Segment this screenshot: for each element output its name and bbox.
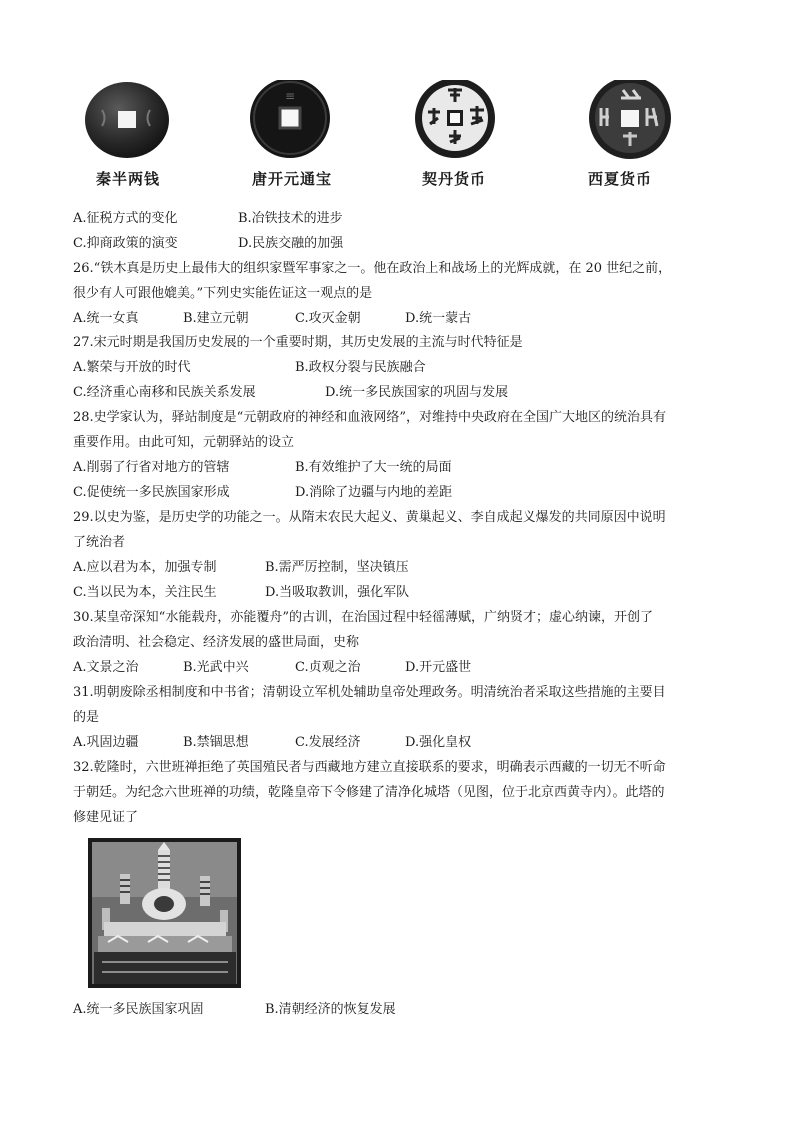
coin-caption-khitan: 契丹货币 — [421, 170, 486, 188]
pagoda-photo — [88, 838, 241, 988]
q29-option-d[interactable]: D.当吸取教训，强化军队 — [265, 585, 410, 600]
q30-option-b[interactable]: B.光武中兴 — [183, 660, 249, 675]
q28-option-d[interactable]: D.消除了边疆与内地的差距 — [295, 485, 453, 500]
q31-option-c[interactable]: C.发展经济 — [295, 735, 361, 750]
q27-option-b[interactable]: B.政权分裂与民族融合 — [295, 360, 426, 375]
q30-stem-line2: 政治清明、社会稳定、经济发展的盛世局面，史称 — [73, 635, 360, 650]
q26-option-a[interactable]: A.统一女真 — [73, 311, 139, 326]
q27-stem-line1: 27.宋元时期是我国历史发展的一个重要时期，其历史发展的主流与时代特征是 — [73, 335, 523, 350]
q28-option-a[interactable]: A.削弱了行省对地方的管辖 — [73, 460, 230, 475]
q29-option-c[interactable]: C.当以民为本，关注民生 — [73, 585, 217, 600]
q31-stem-line2: 的是 — [73, 710, 100, 725]
coin-caption-xixia: 西夏货币 — [587, 170, 652, 188]
q27-option-d[interactable]: D.统一多民族国家的巩固与发展 — [325, 385, 509, 400]
q31-option-d[interactable]: D.强化皇权 — [405, 735, 472, 750]
q30-stem-line1: 30.某皇帝深知“水能载舟，亦能覆舟”的古训，在治国过程中轻徭薄赋，广纳贤才；虚心纳谏，开创了 — [73, 610, 653, 625]
q31-stem-line1: 31.明朝废除丞相制度和中书省；清朝设立军机处辅助皇帝处理政务。明清统治者采取这些措施的主要目 — [73, 685, 666, 700]
q29-stem-line2: 了统治者 — [73, 535, 126, 550]
q26-option-d[interactable]: D.统一蒙古 — [405, 311, 472, 326]
q25-option-b[interactable]: B.冶铁技术的进步 — [238, 211, 343, 226]
q28-stem-line2: 重要作用。由此可知，元朝驿站的设立 — [73, 435, 295, 450]
q32-stem-line3: 修建见证了 — [73, 810, 139, 825]
q32-stem-line1: 32.乾隆时，六世班禅拒绝了英国殖民者与西藏地方建立直接联系的要求，明确表示西藏的一切无不听命 — [73, 760, 666, 775]
q31-option-b[interactable]: B.禁锢思想 — [183, 735, 249, 750]
coin-caption-qin: 秦半两钱 — [95, 170, 160, 188]
coin-caption-tang: 唐开元通宝 — [251, 170, 332, 188]
q25-option-c[interactable]: C.抑商政策的演变 — [73, 236, 178, 251]
q32-stem-line2: 于朝廷。为纪念六世班禅的功绩，乾隆皇帝下令修建了清净化城塔（见图，位于北京西黄寺内）。此塔的 — [73, 785, 665, 800]
q31-option-a[interactable]: A.巩固边疆 — [73, 735, 139, 750]
q26-stem-line2: 很少有人可跟他媲美。”下列史实能佐证这一观点的是 — [73, 286, 373, 301]
q26-option-c[interactable]: C.攻灭金朝 — [295, 311, 361, 326]
q29-option-a[interactable]: A.应以君为本，加强专制 — [73, 560, 217, 575]
svg-text:≡: ≡ — [284, 89, 296, 103]
q29-stem-line1: 29.以史为鉴，是历史学的功能之一。从隋末农民大起义、黄巢起义、李自成起义爆发的共同原因中说明 — [73, 510, 666, 525]
q28-stem-line1: 28.史学家认为，驿站制度是“元朝政府的神经和血液网络”，对维持中央政府在全国广大地区的统治具有 — [73, 410, 666, 425]
q26-option-b[interactable]: B.建立元朝 — [183, 311, 249, 326]
q26-stem-line1: 26.“铁木真是历史上最伟大的组织家暨军事家之一。他在政治上和战场上的光辉成就，在 20 世纪之前， — [73, 261, 672, 276]
q32-option-a[interactable]: A.统一多民族国家巩固 — [73, 1002, 204, 1017]
q28-option-c[interactable]: C.促使统一多民族国家形成 — [73, 485, 230, 500]
q28-option-b[interactable]: B.有效维护了大一统的局面 — [295, 460, 452, 475]
q30-option-d[interactable]: D.开元盛世 — [405, 660, 472, 675]
q29-option-b[interactable]: B.需严厉控制，坚决镇压 — [265, 560, 409, 575]
q30-option-a[interactable]: A.文景之治 — [73, 660, 139, 675]
qingjing-pagoda-image — [88, 838, 241, 988]
q30-option-c[interactable]: C.贞观之治 — [295, 660, 361, 675]
q27-option-a[interactable]: A.繁荣与开放的时代 — [73, 360, 191, 375]
q25-option-d[interactable]: D.民族交融的加强 — [238, 236, 344, 251]
q32-option-b[interactable]: B.清朝经济的恢复发展 — [265, 1002, 396, 1017]
q27-option-c[interactable]: C.经济重心南移和民族关系发展 — [73, 385, 256, 400]
q25-option-a[interactable]: A.征税方式的变化 — [73, 211, 178, 226]
